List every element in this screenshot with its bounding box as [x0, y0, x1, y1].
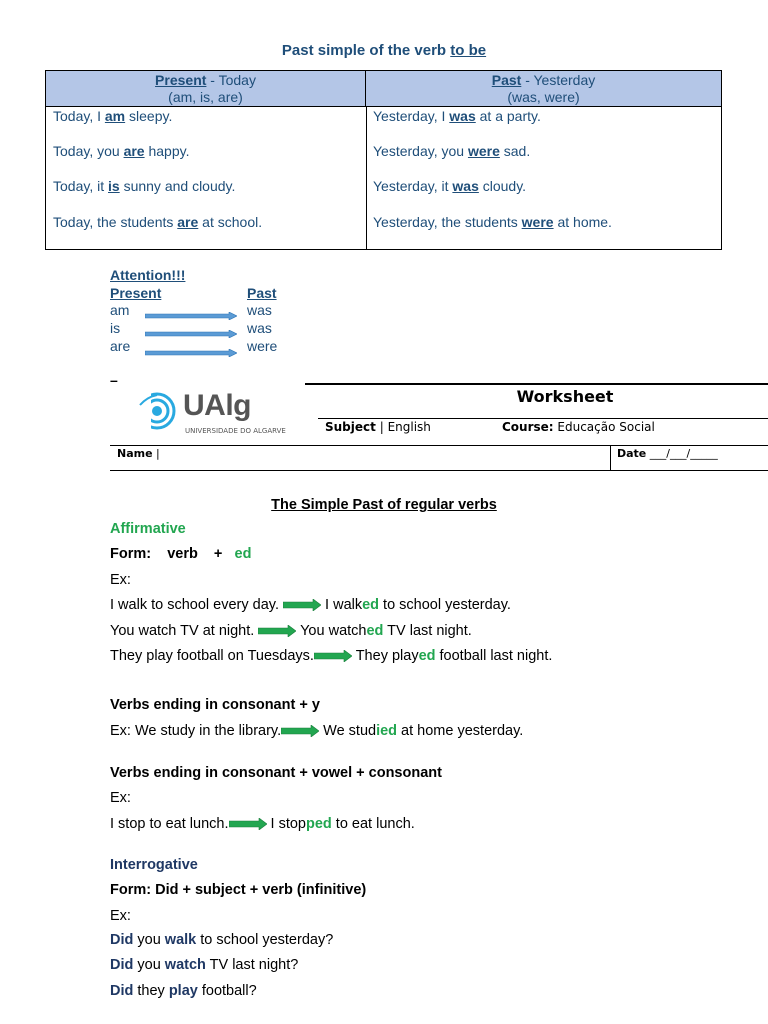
- subject-value: English: [387, 420, 431, 434]
- verb: play: [168, 983, 198, 999]
- rest: to school yesterday?: [196, 932, 334, 948]
- form-ed: ed: [234, 546, 252, 562]
- text: Today, I: [53, 108, 105, 124]
- ending: ed: [362, 597, 380, 613]
- date-blank: ___/___/_____: [646, 447, 718, 460]
- past-sentence-start: We stud: [319, 723, 377, 739]
- past-sentence-start: They play: [351, 648, 419, 664]
- attention-past-label: Past: [247, 285, 277, 301]
- green-arrow-icon: [258, 625, 296, 637]
- affirmative-heading: Affirmative: [110, 521, 186, 537]
- cvc-example: [110, 816, 415, 832]
- subject-sep: |: [375, 420, 388, 434]
- past-sentence-end: to eat lunch.: [331, 816, 415, 832]
- table-row-right: [373, 108, 541, 124]
- attention-present-label: Present: [110, 285, 162, 301]
- past-sentence-end: TV last night.: [383, 623, 472, 639]
- verb: are: [123, 143, 145, 159]
- present-header-sub: (am, is, are): [168, 89, 243, 105]
- text: Yesterday, I: [373, 108, 450, 124]
- right-arrow-icon: [145, 330, 237, 338]
- subject: they: [133, 983, 169, 999]
- text: Yesterday, the students: [373, 214, 522, 230]
- name-sep: |: [152, 447, 160, 460]
- table-row-left: [53, 178, 235, 194]
- affirmative-form: [110, 546, 251, 562]
- text: Yesterday, it: [373, 178, 453, 194]
- course-field: [502, 420, 655, 434]
- subject-field: [325, 420, 431, 434]
- subject: you: [133, 957, 165, 973]
- name-row-top-rule: [110, 445, 768, 446]
- name-date-divider: [610, 445, 611, 470]
- example-line: [110, 623, 472, 639]
- to-be-table: [45, 70, 722, 250]
- present-sentence: You watch TV at night.: [110, 623, 259, 639]
- green-arrow-icon: [229, 818, 267, 830]
- page-title: [0, 42, 768, 59]
- verb: was: [452, 178, 479, 194]
- text: Today, it: [53, 178, 108, 194]
- interrogative-heading: Interrogative: [110, 857, 198, 873]
- ending: ped: [306, 816, 332, 832]
- past-sentence-end: to school yesterday.: [379, 597, 511, 613]
- past-sentence-end: at home yesterday.: [397, 723, 524, 739]
- text: sunny and cloudy.: [119, 178, 236, 194]
- past-form: was: [247, 320, 272, 336]
- text: at home.: [553, 214, 612, 230]
- green-arrow-icon: [281, 725, 319, 737]
- question-line: [110, 983, 257, 999]
- text: happy.: [144, 143, 190, 159]
- dash-mark: –: [110, 372, 118, 388]
- table-row-right: [373, 214, 612, 230]
- consonant-y-heading: Verbs ending in consonant + y: [110, 697, 320, 713]
- past-header-word: Past: [491, 72, 522, 88]
- table-divider: [366, 107, 367, 249]
- title-underlined: to be: [450, 42, 487, 59]
- lesson-heading: The Simple Past of regular verbs: [271, 497, 497, 513]
- verb: were: [521, 214, 554, 230]
- table-row-left: [53, 214, 262, 230]
- subject-label: Subject: [325, 420, 376, 434]
- past-form: was: [247, 302, 272, 318]
- verb: were: [467, 143, 500, 159]
- text: at a party.: [475, 108, 541, 124]
- past-sentence-end: football last night.: [435, 648, 553, 664]
- example-label: Ex:: [110, 572, 131, 588]
- interrogative-form: Form: Did + subject + verb (infinitive): [110, 882, 367, 898]
- rest: TV last night?: [205, 957, 299, 973]
- course-value: Educação Social: [553, 420, 655, 434]
- past-form: were: [247, 338, 278, 354]
- present-form: am: [110, 302, 130, 318]
- present-header: [46, 71, 366, 107]
- ualg-logo-icon: [137, 391, 181, 431]
- present-sentence: They play football on Tuesdays.: [110, 648, 314, 664]
- example-line: [110, 597, 511, 613]
- question-line: [110, 932, 333, 948]
- consonant-y-example: [110, 723, 523, 739]
- present-header-word: Present: [155, 72, 207, 88]
- course-label: Course:: [502, 420, 554, 434]
- did-word: Did: [110, 932, 134, 948]
- present-sentence: I walk to school every day.: [110, 597, 284, 613]
- text: Yesterday, you: [373, 143, 468, 159]
- name-label: Name: [117, 447, 153, 460]
- ending: ed: [418, 648, 436, 664]
- text: cloudy.: [478, 178, 527, 194]
- verb: is: [108, 178, 120, 194]
- logo-subtitle: UNIVERSIDADE DO ALGARVE: [185, 427, 286, 435]
- text: Today, the students: [53, 214, 178, 230]
- did-word: Did: [110, 983, 134, 999]
- did-word: Did: [110, 957, 134, 973]
- attention-heading: Attention!!!: [110, 267, 186, 283]
- form-label: Form: verb +: [110, 546, 235, 562]
- verb: are: [177, 214, 199, 230]
- text: Today, you: [53, 143, 124, 159]
- verb: watch: [164, 957, 206, 973]
- example-line: [110, 648, 552, 664]
- logo-text: UAlg: [183, 389, 251, 422]
- example-label: Ex:: [110, 790, 131, 806]
- verb: walk: [164, 932, 197, 948]
- table-row-right: [373, 143, 530, 159]
- past-sentence-start: You watch: [296, 623, 367, 639]
- example-label: Ex:: [110, 908, 131, 924]
- ending: ed: [366, 623, 384, 639]
- right-arrow-icon: [145, 312, 237, 320]
- table-row-left: [53, 108, 172, 124]
- text: sad.: [499, 143, 531, 159]
- subject: you: [133, 932, 165, 948]
- past-header-sub: (was, were): [507, 89, 580, 105]
- past-sentence-start: I stop: [266, 816, 306, 832]
- verb: was: [449, 108, 476, 124]
- right-arrow-icon: [145, 349, 237, 357]
- green-arrow-icon: [283, 599, 321, 611]
- present-sentence: I stop to eat lunch.: [110, 816, 229, 832]
- worksheet-title: Worksheet: [516, 387, 614, 406]
- past-header: [366, 71, 721, 107]
- header-mid-rule: [318, 418, 768, 419]
- present-sentence: Ex: We study in the library.: [110, 723, 282, 739]
- header-top-rule: [305, 383, 768, 385]
- text: at school.: [198, 214, 263, 230]
- ending: ied: [376, 723, 398, 739]
- present-form: are: [110, 338, 131, 354]
- text: sleepy.: [125, 108, 173, 124]
- name-row-bottom-rule: [110, 470, 768, 471]
- date-label: Date: [617, 447, 647, 460]
- table-row-left: [53, 143, 189, 159]
- question-line: [110, 957, 298, 973]
- present-form: is: [110, 320, 121, 336]
- name-field: [117, 447, 160, 460]
- table-row-right: [373, 178, 526, 194]
- past-header-rest: - Yesterday: [521, 72, 596, 88]
- present-header-rest: - Today: [206, 72, 256, 88]
- verb: am: [104, 108, 126, 124]
- title-prefix: Past simple of the verb: [281, 42, 451, 59]
- past-sentence-start: I walk: [321, 597, 363, 613]
- green-arrow-icon: [314, 650, 352, 662]
- cvc-heading: Verbs ending in consonant + vowel + consonant: [110, 765, 442, 781]
- date-field: [617, 447, 718, 460]
- rest: football?: [197, 983, 257, 999]
